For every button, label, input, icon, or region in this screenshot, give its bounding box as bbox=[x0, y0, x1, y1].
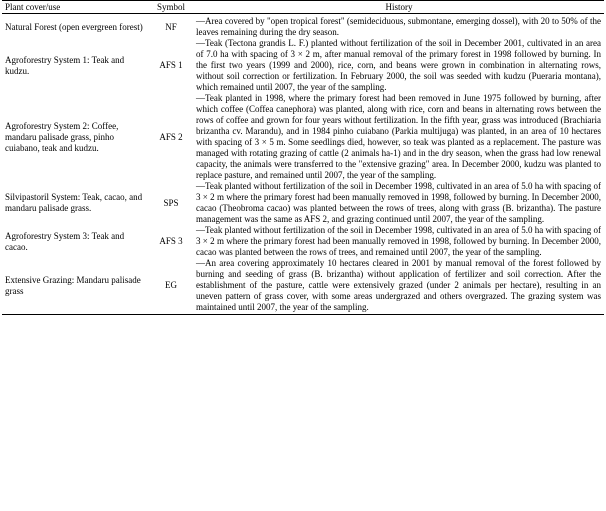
table-row bbox=[2, 181, 604, 225]
history-cell: —Teak (Tectona grandis L. F.) planted without fertilization of the soil in December 2001, cultivated in an area of 7.0 ha with spacing of 3 × 2 m, after manual removal of the primary forest in 1998 followed by burning. In the first two years (1999 and 2000), rice, corn, and beans were grown in combination in alternating rows, without soil correction or fertilization. In February 2000, the soil was seeded with kudzu (Pueraria montana), which remained until 2007, the year of the sampling. bbox=[196, 38, 601, 92]
table-row bbox=[2, 93, 604, 181]
plant-cover-cell: Agroforestry System 2: Coffee, mandaru palisade grass, pinho cuiabano, teak and kudzu. bbox=[5, 120, 119, 153]
history-cell: —Teak planted without fertilization of the soil in December 1998, cultivated in an area of 5.0 ha with spacing of 3 × 2 m where the primary forest had been manually removed in 1998, followed by burning. In December 2000, cacao was planted between the rows of trees, and remained until 2007, the year of the sampling. bbox=[196, 225, 601, 257]
header-symbol: Symbol bbox=[148, 1, 194, 14]
plant-cover-cell: Agroforestry System 1: Teak and kudzu. bbox=[5, 54, 125, 76]
table-row bbox=[2, 225, 604, 258]
plant-cover-cell: Natural Forest (open evergreen forest) bbox=[5, 21, 143, 32]
header-plant-cover: Plant cover/use bbox=[2, 1, 148, 14]
plant-cover-cell: Silvipastoril System: Teak, cacao, and mandaru palisade grass. bbox=[5, 192, 143, 213]
history-cell: —Teak planted in 1998, where the primary forest had been removed in June 1975 followed by burning, after which coffee (Coffea canephora) was planted, along with rice, corn and beans in alternating rows between the rows of coffee and grown for four years without fertilization. In the fifth year, grass was introduced (Brachiaria brizantha cv. Marandu), and in 1984 pinho cuiabano (Parkia multijuga) was planted, in an area of 10 hectares with spacing of 3 × 5 m. Some seedlings died, however, so teak was planted as a replacement. The pasture was managed with rotating grazing of cattle (2 animals ha-1) and in the dry season, when the grass had low renewal capacity, the animals were transferred to the "extensive grazing" area. In December 2000, kudzu was planted to replace pasture, and remained until 2007, the year of the sampling. bbox=[196, 93, 601, 180]
history-cell: —Area covered by "open tropical forest" (semideciduous, submontane, emerging dossel), with 20 to 50% of the leaves remaining during the dry season. bbox=[196, 16, 601, 37]
table-header bbox=[2, 1, 604, 14]
table-row bbox=[2, 258, 604, 315]
header-history: History bbox=[194, 1, 604, 14]
symbol-cell: AFS 1 bbox=[159, 60, 183, 70]
symbol-cell: EG bbox=[148, 258, 194, 315]
history-cell: —An area covering approximately 10 hectares cleared in 2001 by manual removal of the forest followed by burning and seeding of grass (B. brizantha) without application of fertilizer and soil correction. After the establishment of the pasture, cattle were extensively grazed (under 2 animals per hectare), resulting in an uneven pattern of grass cover, with some areas undergrazed and others overgrazed. The grazing system was maintained until 2007, the year of the sampling. bbox=[194, 258, 604, 315]
history-cell: —Teak planted without fertilization of the soil in December 1998, cultivated in an area of 5.0 ha with spacing of 3 × 2 m where the primary forest had been manually removed in 1998, followed by burning. In December 2000, cacao (Theobroma cacao) was planted between the rows of trees, along with grass (B. brizantha). The pasture management was the same as AFS 2, and grazing continued until 2007, the year of the sampling. bbox=[196, 181, 601, 224]
plant-cover-history-table bbox=[2, 0, 604, 315]
plant-cover-cell: Agroforestry System 3: Teak and cacao. bbox=[5, 230, 125, 252]
plant-cover-cell: Extensive Grazing: Mandaru palisade grass bbox=[2, 258, 148, 315]
symbol-cell: SPS bbox=[163, 197, 179, 208]
symbol-cell: AFS 2 bbox=[159, 131, 183, 142]
table-body bbox=[2, 14, 604, 315]
header-row bbox=[2, 1, 604, 14]
table-row bbox=[2, 14, 604, 39]
table-row bbox=[2, 38, 604, 93]
symbol-cell: NF bbox=[165, 21, 177, 32]
symbol-cell: AFS 3 bbox=[159, 236, 183, 246]
